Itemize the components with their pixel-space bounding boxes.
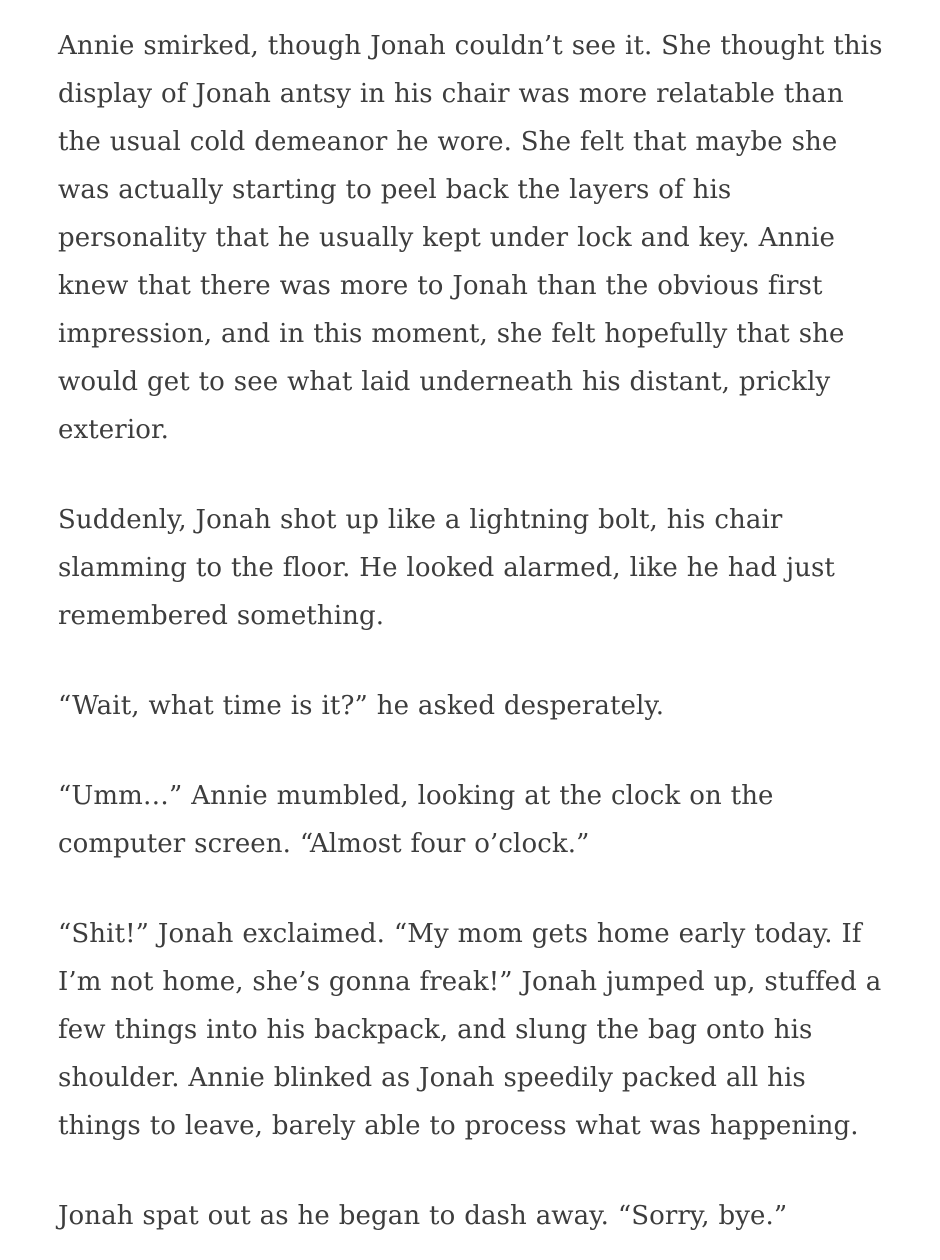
story-paragraph: Suddenly, Jonah shot up like a lightning bolt, his chair slamming to the floor. He looked alarmed, like he had just remembered something.: [58, 505, 835, 631]
story-paragraph: “Wait, what time is it?” he asked desperately.: [58, 691, 665, 721]
story-paragraph: Jonah spat out as he began to dash away. “Sorry, bye.”: [58, 1201, 788, 1231]
story-paragraph: Annie smirked, though Jonah couldn’t see it. She thought this display of Jonah antsy in his chair was more relatable than the usual cold demeanor he wore. She felt that maybe she was actually starting to peel back the layers of his personality that he usually kept under lock and key. Annie knew that there was more to Jonah than the obvious first impression, and in this moment, she felt hopefully that she would get to see what laid underneath his distant, prickly exterior.: [58, 31, 883, 445]
story-text: [58, 22, 884, 1240]
story-paragraph: “Umm…” Annie mumbled, looking at the clock on the computer screen. “Almost four o’clock.”: [58, 781, 774, 859]
story-paragraph: “Shit!” Jonah exclaimed. “My mom gets home early today. If I’m not home, she’s gonna freak!” Jonah jumped up, stuffed a few things into his backpack, and slung the bag onto his shoulder. Annie blinked as Jonah speedily packed all his things to leave, barely able to process what was happening.: [58, 919, 882, 1141]
